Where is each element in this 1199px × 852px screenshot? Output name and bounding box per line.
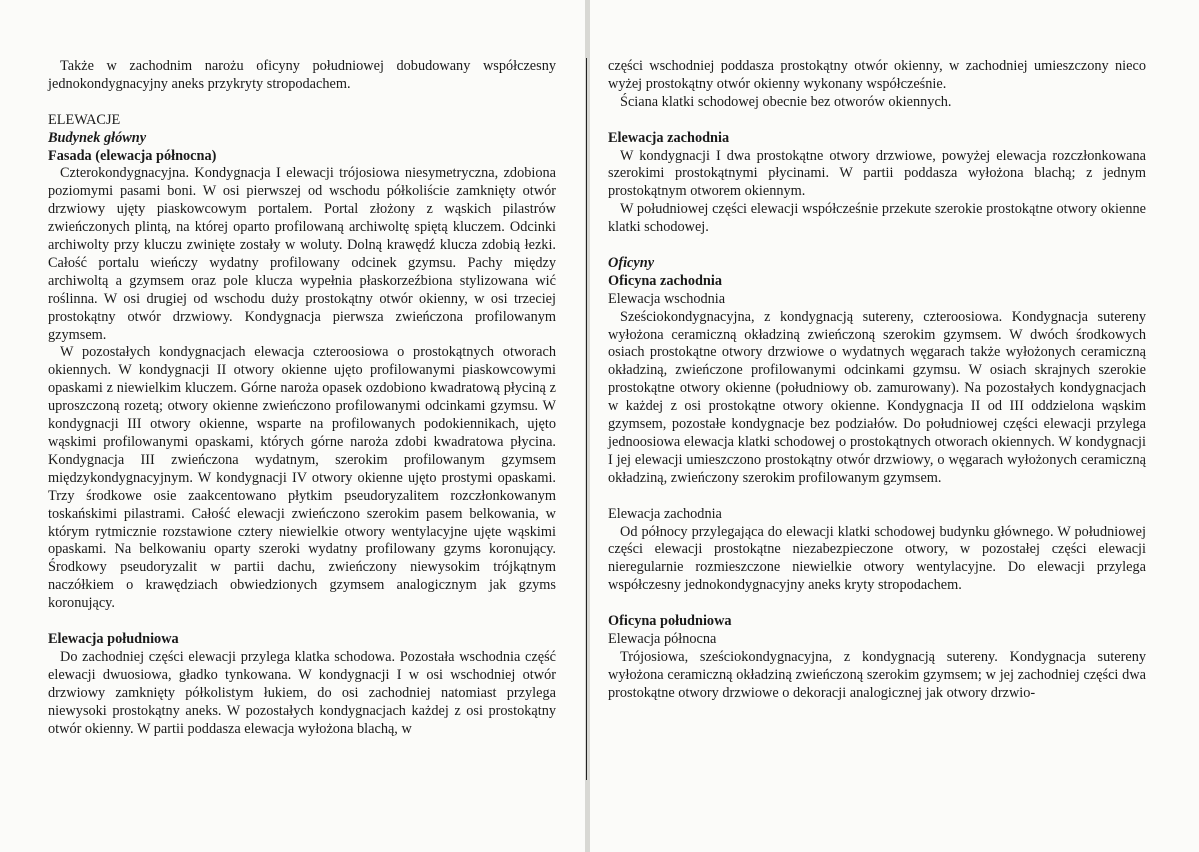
- column-divider: [586, 58, 587, 780]
- poludniowa-paragraph: Do zachodniej części elewacji przylega klatka schodowa. Pozostała wschodnia część elewacji dwuosiowa, gładko tynkowana. W kondygnacji I w osi wschodniej otwór drzwiowy zamknięty półkolistym łukiem, do osi zachodniej natomiast przylega niewysoki prostokątny aneks. W pozostałych kondygnacjach każdej z osi prostokątny otwór okienny. W partii poddasza elewacja wyłożona blachą, w: [48, 648, 556, 737]
- oficyna-zachodnia-heading: Oficyna zachodnia: [608, 272, 722, 289]
- zachodnia-paragraph-1: W kondygnacji I dwa prostokątne otwory drzwiowe, powyżej elewacja rozczłonkowana szerokimi prostokątnymi płycinami. W partii poddasza wyłożona blachą; z jednym prostokątnym otworem okiennym.: [608, 147, 1146, 200]
- continued-paragraph: części wschodniej poddasza prostokątny otwór okienny, w zachodniej umieszczony nieco wyżej prostokątny otwór okienny wykonany współcześnie.: [608, 58, 1146, 92]
- oficyna-poludniowa-heading: Oficyna południowa: [608, 613, 732, 630]
- section-title: ELEWACJE: [48, 111, 121, 128]
- zachodnia-paragraph-2: W południowej części elewacji współcześnie przekute szerokie prostokątne otwory okienne klatki schodowej.: [608, 201, 1146, 236]
- elewacja-wschodnia-label: Elewacja wschodnia: [608, 290, 726, 307]
- elewacja-polnocna-label: Elewacja północna: [608, 630, 717, 647]
- oficyna-zachodnia-paragraph-2: Od północy przylegająca do elewacji klatki schodowej budynku głównego. W południowej części elewacji prostokątne niezabezpieczone otwory, w pozostałej części elewacji nieregularnie rozmieszczone niewielkie otwory wentylacyjne. Do elewacji przylega współczesny jednokondygnacyjny aneks kryty stropodachem.: [608, 523, 1146, 594]
- fasada-heading: Fasada (elewacja północna): [48, 147, 217, 164]
- right-column: [608, 58, 1146, 703]
- subsection-title: Budynek główny: [48, 129, 147, 146]
- oficyny-title: Oficyny: [608, 254, 655, 271]
- oficyna-zachodnia-paragraph-1: Sześciokondygnacyjna, z kondygnacją sutereny, czteroosiowa. Kondygnacja sutereny wyłożona ceramiczną okładziną zwieńczoną szerokim gzymsem. W dwóch środkowych osiach prostokątne otwory drzwiowe o wydatnych węgarach także wyłożonych ceramiczną okładziną, zwieńczone profilowanymi odcinkami gzymsu. W osiach skrajnych szerokie prostokątne otwory okienne (południowy ob. zamurowany). Na pozostałych kondygnacjach w każdej z osi prostokątne otwory okienne. Kondygnacja II od III oddzielona wąskim gzymsem, pozostałe kondygnacje bez podziałów. Do południowej części elewacji przylega jednoosiowa elewacja klatki schodowej o prostokątnych otworach okiennych. W kondygnacji I jej elewacji umieszczono prostokątny otwór drzwiowy, o węgarach wyłożonych ceramiczną okładziną, zwieńczony szerokim profilowanym gzymsem.: [608, 308, 1146, 486]
- poludniowa-heading: Elewacja południowa: [48, 630, 179, 647]
- fasada-paragraph-1: Czterokondygnacyjna. Kondygnacja I elewacji trójosiowa niesymetryczna, zdobiona poziomymi pasami boni. W osi pierwszej od wschodu półkoliście zamknięty otwór drzwiowy ujęty piaskowcowym portalem. Portal złożony z wąskich pilastrów zwieńczonych plintą, na której oparto profilowaną archiwoltę spiętą kluczem. Odcinki archiwolty przy kluczu zwinięte zostały w woluty. Dolną krawędź klucza zdobią łezki. Całość portalu wieńczy wydatny profilowany odcinek gzymsu. Pachy między archiwoltą a gzymsem oraz pole klucza wypełnia płaskorzeźbiona stylizowana wić roślinna. W osi drugiej od wschodu duży prostokątny otwór okienny, w osi trzeciej prostokątny otwór drzwiowy. Kondygnacja pierwsza zwieńczona profilowanym gzymsem.: [48, 165, 556, 343]
- fasada-paragraph-2: W pozostałych kondygnacjach elewacja czteroosiowa o prostokątnych otworach okiennych. W kondygnacji II otwory okienne ujęto profilowanymi piaskowcowymi opaskami z niewielkim kluczem. Górne naroża opasek ozdobiono kwadratową płyciną z uproszczoną rozetą; otwory okienne zwieńczono profilowanymi odcinkami gzymsu. W kondygnacji III otwory okienne, wsparte na profilowanych podokiennikach, ujęto wąskimi profilowanymi opaskami, których górne naroża zdobi kwadratowa płycina. Kondygnacja III zwieńczona wydatnym, szerokim profilowanym gzymsem międzykondygnacyjnym. W kondygnacji IV otwory okienne ujęto prostymi opaskami. Trzy środkowe osie zaakcentowano płytkim pseudoryzalitem rozczłonkowanym toskańskimi pilastrami. Całość elewacji zwieńczono szerokim pasem belkowania, w którym rytmicznie rozstawione cztery niewielkie otwory wentylacyjne ujęte wąskimi opaskami. Na belkowaniu oparty szeroki wydatny profilowany gzyms koronujący. Środkowy pseudoryzalit w partii dachu, zwieńczony niewysokim trójkątnym naczółkiem o krawędziach obwiedzionych gzymsem analogicznym jak gzyms koronujący.: [48, 344, 556, 612]
- zachodnia-heading: Elewacja zachodnia: [608, 129, 730, 146]
- intro-paragraph: Także w zachodnim narożu oficyny południowej dobudowany współczesny jednokondygnacyjny aneks przykryty stropodachem.: [48, 58, 556, 92]
- left-column: [48, 58, 556, 738]
- klatka-paragraph: Ściana klatki schodowej obecnie bez otworów okiennych.: [620, 93, 952, 110]
- elewacja-zachodnia-label: Elewacja zachodnia: [608, 505, 722, 522]
- oficyna-poludniowa-paragraph: Trójosiowa, sześciokondygnacyjna, z kondygnacją sutereny. Kondygnacja sutereny wyłożona ceramiczną okładziną zwieńczoną szerokim gzymsem; w jej zachodniej części dwa prostokątne otwory drzwiowe o dekoracji analogicznej jak otwory drzwio-: [608, 648, 1146, 701]
